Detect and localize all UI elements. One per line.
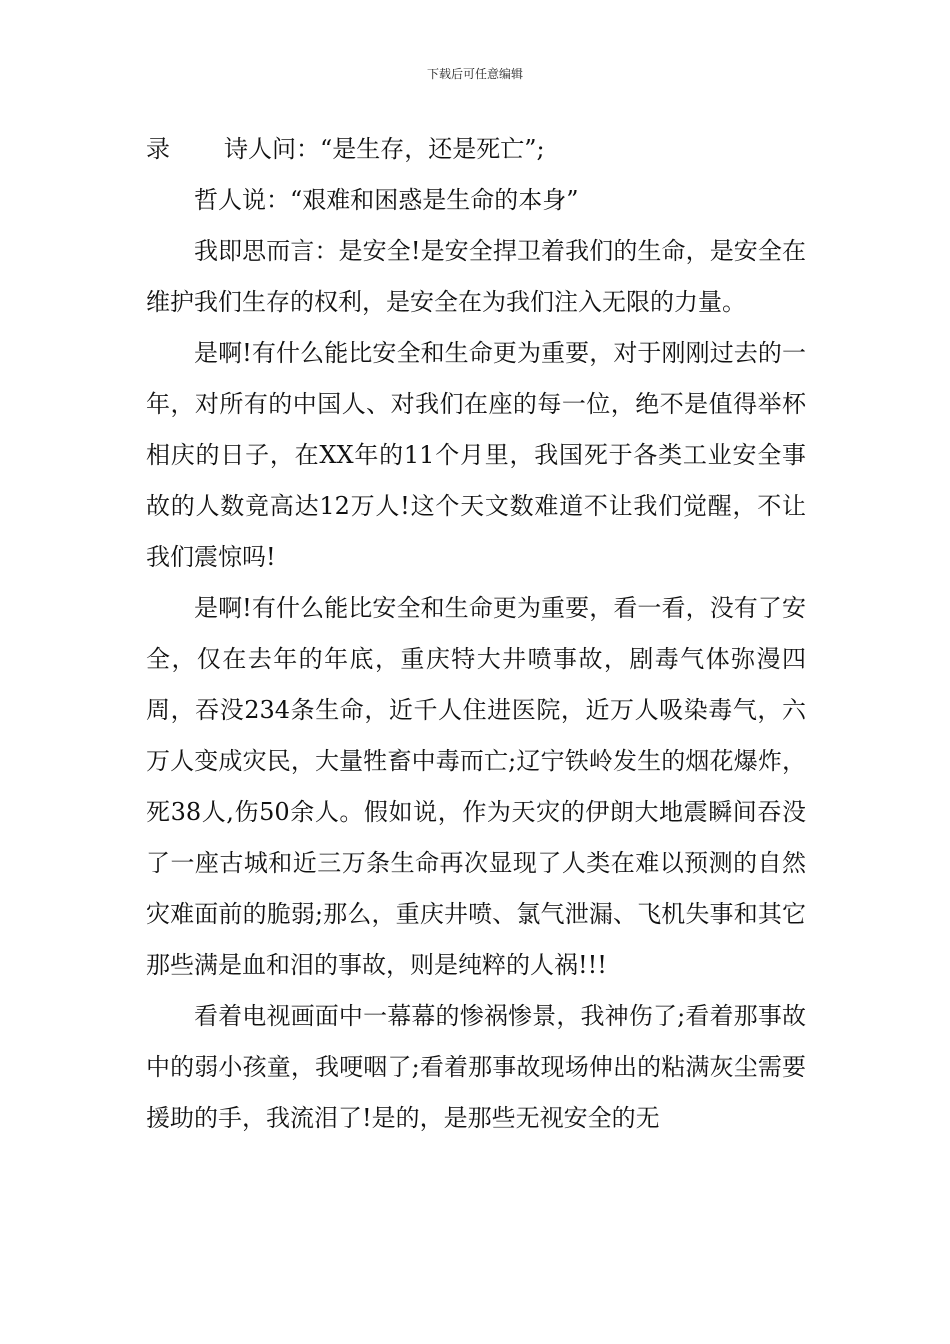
opening-line-text: 诗人问：“是生存，还是死亡”; — [224, 135, 545, 163]
paragraph-reflection: 看着电视画面中一幕幕的惨祸惨景，我神伤了;看着那事故中的弱小孩童，我哽咽了;看着那事故现场伸出的粘满灰尘需要援助的手，我流泪了!是的，是那些无视安全的无 — [146, 1002, 806, 1132]
opening-line — [146, 124, 806, 175]
paragraph-philosopher: 哲人说：“艰难和困惑是生命的本身” — [194, 186, 579, 214]
paragraph-accidents: 是啊!有什么能比安全和生命更为重要，看一看，没有了安全，仅在去年的年底，重庆特大井喷事故，剧毒气体弥漫四周，吞没234条生命，近千人住进医院，近万人吸染毒气，六万人变成灾民，大量牲畜中毒而亡;辽宁铁岭发生的烟花爆炸，死38人,伤50余人。假如说，作为天灾的伊朗大地震瞬间吞没了一座古城和近三万条生命再次显现了人类在难以预测的自然灾难面前的脆弱;那么，重庆井喷、氯气泄漏、飞机失事和其它那些满是血和泪的事故，则是纯粹的人祸!!! — [146, 594, 806, 979]
page-header: 下载后可任意编辑 — [426, 67, 523, 81]
paragraph-safety: 我即思而言：是安全!是安全捍卫着我们的生命，是安全在维护我们生存的权利，是安全在为我们注入无限的力量。 — [146, 237, 806, 316]
paragraph-statistics: 是啊!有什么能比安全和生命更为重要，对于刚刚过去的一年，对所有的中国人、对我们在座的每一位，绝不是值得举杯相庆的日子，在XX年的11个月里，我国死于各类工业安全事故的人数竟高达12万人!这个天文数难道不让我们觉醒，不让我们震惊吗! — [146, 339, 806, 571]
lead-character: 录 — [146, 135, 170, 163]
document-body — [146, 124, 806, 1144]
